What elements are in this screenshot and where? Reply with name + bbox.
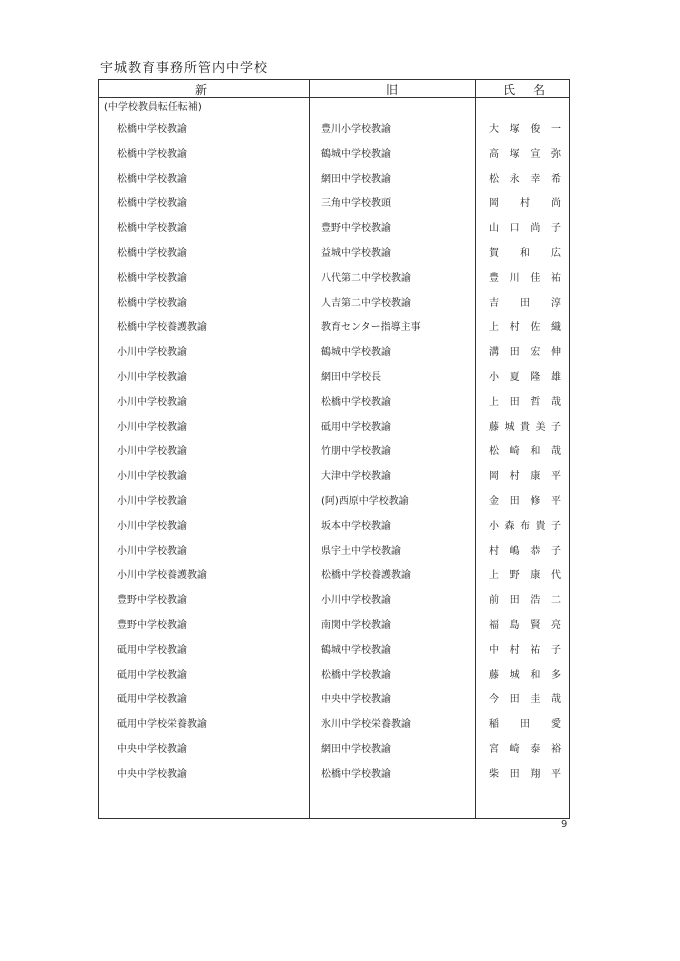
table-row [99, 490, 569, 515]
table-header-row [99, 80, 569, 98]
page-title: 宇城教育事務所管内中学校 [100, 61, 269, 76]
new-position-cell: 松橋中学校教諭 [117, 223, 187, 235]
person-name-cell: 藤城貴美子 [489, 421, 561, 433]
old-position-cell: 網田中学校教諭 [321, 744, 391, 755]
table-row [99, 267, 569, 292]
old-position-cell: 鶴城中学校教諭 [321, 148, 391, 160]
old-position-cell: 網田中学校長 [321, 372, 381, 383]
new-position-cell: 豊野中学校教諭 [117, 620, 187, 631]
new-position-cell: 中央中学校教諭 [117, 744, 187, 755]
old-position-cell: 砥用中学校教諭 [321, 421, 391, 433]
new-position-cell: 松橋中学校教諭 [117, 297, 187, 309]
table-row [99, 143, 569, 168]
new-position-cell: 松橋中学校教諭 [117, 173, 187, 185]
new-position-cell: 小川中学校教諭 [117, 372, 187, 383]
table-row [99, 465, 569, 490]
person-name-cell: 大塚俊一 [489, 124, 561, 135]
old-position-cell: 豊川小学校教諭 [321, 124, 391, 135]
table-row [99, 738, 569, 763]
new-position-cell: 砥用中学校教諭 [117, 644, 187, 656]
old-position-cell: 網田中学校教諭 [321, 173, 391, 185]
table-row [99, 564, 569, 589]
table-row [99, 763, 569, 788]
person-name-cell: 小森布貴子 [489, 520, 561, 532]
table-row [99, 664, 569, 689]
person-name-cell: 金田修平 [489, 496, 561, 507]
old-position-cell: 教育センター指導主事 [321, 322, 421, 334]
old-position-cell: 県宇土中学校教諭 [321, 545, 401, 557]
old-position-cell: 中央中学校教諭 [321, 694, 391, 706]
table-row [99, 118, 569, 143]
old-position-cell: 豊野中学校教諭 [321, 223, 391, 235]
person-name-cell: 豊川佳祐 [489, 272, 561, 284]
new-position-cell: 小川中学校教諭 [117, 545, 187, 557]
old-position-cell: 松橋中学校教諭 [321, 669, 391, 681]
new-position-cell: 小川中学校教諭 [117, 471, 187, 483]
table-row [99, 341, 569, 366]
person-name-cell: 宮崎泰裕 [489, 744, 561, 755]
old-position-cell: 氷川中学校栄養教諭 [321, 719, 411, 731]
new-position-cell: 松橋中学校教諭 [117, 272, 187, 284]
person-name-cell: 上村佐織 [489, 322, 561, 334]
header-name: 氏名 [503, 83, 564, 97]
old-position-cell: 鶴城中学校教諭 [321, 644, 391, 656]
person-name-cell: 松永幸希 [489, 173, 561, 185]
old-position-cell: 三角中学校教頭 [321, 198, 391, 210]
person-name-cell: 福島賢亮 [489, 620, 561, 631]
old-position-cell: 大津中学校教諭 [321, 471, 391, 483]
old-position-cell: 鶴城中学校教諭 [321, 347, 391, 359]
new-position-cell: 松橋中学校教諭 [117, 148, 187, 160]
old-position-cell: 松橋中学校教諭 [321, 396, 391, 408]
old-position-cell: 小川中学校教諭 [321, 595, 391, 607]
new-position-cell: 松橋中学校養護教諭 [117, 322, 207, 334]
person-name-cell: 村嶋恭子 [489, 545, 561, 557]
old-position-cell: 松橋中学校教諭 [321, 768, 391, 780]
old-position-cell: (阿)西原中学校教諭 [321, 496, 409, 507]
new-position-cell: 豊野中学校教諭 [117, 595, 187, 607]
person-name-cell: 岡村康平 [489, 471, 561, 483]
new-position-cell: 小川中学校養護教諭 [117, 570, 207, 582]
old-position-cell: 南関中学校教諭 [321, 620, 391, 631]
person-name-cell: 松崎和哉 [489, 446, 561, 458]
new-position-cell: 小川中学校教諭 [117, 520, 187, 532]
old-position-cell: 人吉第二中学校教諭 [321, 297, 411, 309]
person-name-cell: 岡村尚 [489, 198, 561, 210]
table-row [99, 688, 569, 713]
new-position-cell: 松橋中学校教諭 [117, 124, 187, 135]
table-row [99, 440, 569, 465]
person-name-cell: 賀和広 [489, 248, 561, 259]
table-row [99, 316, 569, 341]
person-name-cell: 中村祐子 [489, 644, 561, 656]
person-name-cell: 藤城和多 [489, 669, 561, 681]
person-name-cell: 前田浩二 [489, 595, 561, 607]
new-position-cell: 中央中学校教諭 [117, 768, 187, 780]
section-label: (中学校教員転任転補) [104, 102, 202, 113]
old-position-cell: 坂本中学校教諭 [321, 520, 391, 532]
table-row [99, 391, 569, 416]
person-name-cell: 小夏隆雄 [489, 372, 561, 383]
person-name-cell: 上田哲哉 [489, 396, 561, 408]
old-position-cell: 竹朋中学校教諭 [321, 446, 391, 458]
table-row [99, 713, 569, 738]
table-row [99, 416, 569, 441]
person-name-cell: 山口尚子 [489, 223, 561, 235]
page-number: 9 [561, 819, 568, 830]
new-position-cell: 砥用中学校栄養教諭 [117, 719, 207, 731]
table-row [99, 292, 569, 317]
new-position-cell: 砥用中学校教諭 [117, 669, 187, 681]
person-name-cell: 吉田淳 [489, 297, 561, 309]
old-position-cell: 八代第二中学校教諭 [321, 272, 411, 284]
table-row [99, 217, 569, 242]
table-row [99, 614, 569, 639]
old-position-cell: 松橋中学校養護教諭 [321, 570, 411, 582]
new-position-cell: 小川中学校教諭 [117, 496, 187, 507]
header-old: 旧 [386, 83, 399, 97]
table-row [99, 515, 569, 540]
person-name-cell: 溝田宏伸 [489, 347, 561, 359]
table-row [99, 540, 569, 565]
person-name-cell: 上野康代 [489, 570, 561, 582]
transfer-table [98, 79, 570, 819]
person-name-cell: 今田圭哉 [489, 694, 561, 706]
table-row [99, 192, 569, 217]
new-position-cell: 小川中学校教諭 [117, 396, 187, 408]
table-row [99, 589, 569, 614]
new-position-cell: 砥用中学校教諭 [117, 694, 187, 706]
person-name-cell: 高塚宣弥 [489, 148, 561, 160]
header-new: 新 [195, 83, 208, 97]
new-position-cell: 松橋中学校教諭 [117, 248, 187, 259]
table-row [99, 366, 569, 391]
old-position-cell: 益城中学校教諭 [321, 248, 391, 259]
person-name-cell: 柴田翔平 [489, 768, 561, 780]
new-position-cell: 小川中学校教諭 [117, 347, 187, 359]
table-row [99, 242, 569, 267]
new-position-cell: 小川中学校教諭 [117, 421, 187, 433]
new-position-cell: 松橋中学校教諭 [117, 198, 187, 210]
new-position-cell: 小川中学校教諭 [117, 446, 187, 458]
table-row [99, 639, 569, 664]
person-name-cell: 稲田愛 [489, 719, 561, 731]
table-row [99, 168, 569, 193]
